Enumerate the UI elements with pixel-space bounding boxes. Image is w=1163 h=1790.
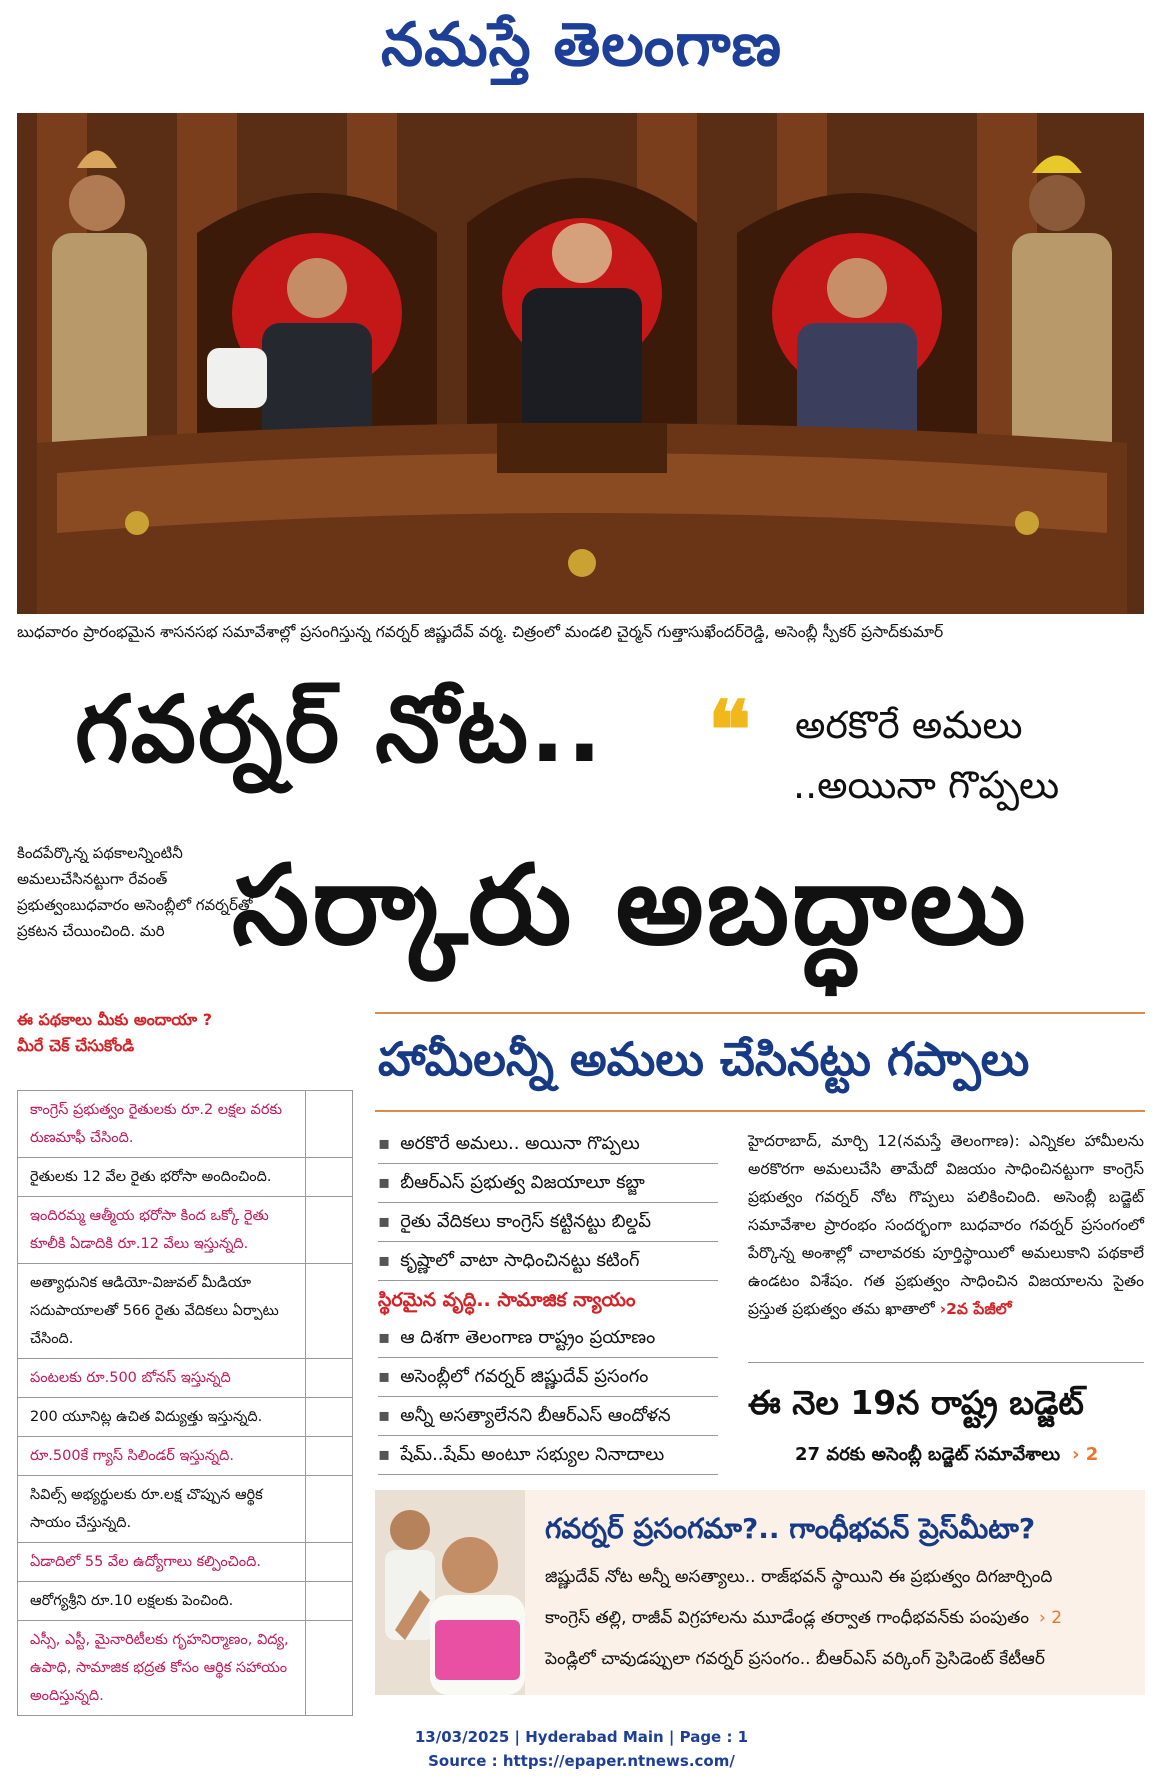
bullet-list bbox=[378, 1125, 718, 1475]
checklist-row bbox=[18, 1091, 352, 1158]
checklist-item-text: అత్యాధునిక ఆడియో-విజువల్ మీడియా సదుపాయాలతో 566 రైతు వేదికలు ఏర్పాటు చేసింది. bbox=[18, 1264, 306, 1358]
page-ref-link[interactable]: › 2 bbox=[1038, 1608, 1063, 1628]
checklist-row bbox=[18, 1621, 352, 1715]
masthead-logo: నమస్తే తెలంగాణ bbox=[380, 10, 783, 80]
divider bbox=[748, 1362, 1144, 1363]
scheme-checklist bbox=[17, 1090, 353, 1716]
page-ref-link[interactable]: › 2 bbox=[1072, 1444, 1099, 1465]
checklist-item-text: ఏడాదిలో 55 వేల ఉద్యోగాలు కల్పించింది. bbox=[18, 1543, 306, 1581]
checklist-row bbox=[18, 1543, 352, 1582]
checklist-item-text: సివిల్స్ అభ్యర్థులకు రూ.లక్ష చొప్పున ఆర్థిక సాయం చేస్తున్నది. bbox=[18, 1476, 306, 1542]
intro-text: కిందపేర్కొన్న పథకాలన్నింటినీ అమలుచేసినట్టుగా రేవంత్ ప్రభుత్వంబుధవారం అసెంబ్లీలో గవర్నర్‌తో ప్రకటన చేయించింది. మరి bbox=[17, 844, 253, 940]
photo-caption: బుధవారం ప్రారంభమైన శాసనసభ సమావేశాల్లో ప్రసంగిస్తున్న గవర్నర్ జిష్ణుదేవ్ వర్మ. చిత్రంలో మండలి చైర్మన్ గుత్తాసుఖేందర్‌రెడ్డి, అసెంబ్లీ స్పీకర్ ప్రసాద్‌కుమార్ bbox=[17, 623, 944, 641]
page-footer-source[interactable]: Source : https://epaper.ntnews.com/ bbox=[428, 1752, 735, 1770]
budget-subline: 27 వరకు అసెంబ్లీ బడ్జెట్ సమావేశాలు › 2 bbox=[795, 1444, 1099, 1465]
quote-line1: అరకొరే అమలు bbox=[795, 703, 1023, 747]
checklist-row bbox=[18, 1582, 352, 1621]
checklist-item-text: రూ.500కే గ్యాస్ సిలిండర్ ఇస్తున్నది. bbox=[18, 1437, 306, 1475]
checklist-item-text: కాంగ్రెస్ ప్రభుత్వం రైతులకు రూ.2 లక్షల వరకు రుణమాఫీ చేసింది. bbox=[18, 1091, 306, 1157]
checklist-checkbox[interactable] bbox=[306, 1197, 352, 1263]
page-footer-info: 13/03/2025 | Hyderabad Main | Page : 1 bbox=[414, 1728, 749, 1746]
subheadline: హామీలన్నీ అమలు చేసినట్టు గప్పాలు bbox=[378, 1032, 1030, 1086]
checklist-item-text: ఎస్సీ, ఎస్టీ, మైనారిటీలకు గృహనిర్మాణం, విద్య, ఉపాధి, సామాజిక భద్రత కోసం ఆర్థిక సహాయం అందిస్తున్నది. bbox=[18, 1621, 306, 1715]
bullet-section-heading: స్థిరమైన వృద్ధి.. సామాజిక న్యాయం bbox=[378, 1289, 636, 1311]
bullet-item: ▪ రైతు వేదికలు కాంగ్రెస్ కట్టినట్టు బిల్డప్ bbox=[378, 1203, 718, 1242]
bullet-item: ▪ షేమ్..షేమ్ అంటూ సభ్యుల నినాదాలు bbox=[378, 1436, 718, 1475]
checklist-checkbox[interactable] bbox=[306, 1091, 352, 1157]
ktr-box-line2: కాంగ్రెస్ తల్లి, రాజీవ్ విగ్రహాలను మూడేండ్ల తర్వాత గాంధీభవన్‌కు పంపుతం › 2 bbox=[545, 1608, 1063, 1628]
headline-line2: సర్కారు అబద్ధాలు bbox=[232, 841, 1029, 969]
bullet-item: ▪ అన్నీ అసత్యాలేనని బీఆర్ఎస్ ఆందోళన bbox=[378, 1397, 718, 1436]
checklist-checkbox[interactable] bbox=[306, 1158, 352, 1196]
checklist-item-text: రైతులకు 12 వేల రైతు భరోసా అందించింది. bbox=[18, 1158, 306, 1196]
intro-callout-line1: ఈ పథకాలు మీకు అందాయా ? bbox=[17, 1010, 212, 1029]
ktr-box-line1: జిష్ణుదేవ్ నోట అన్నీ అసత్యాలు.. రాజ్‌భవన్ స్థాయిని ఈ ప్రభుత్వం దిగజార్చింది bbox=[545, 1567, 1053, 1587]
bullet-item: ▪ కృష్ణాలో వాటా సాధించినట్టు కటింగ్ bbox=[378, 1242, 718, 1281]
story-body: హైదరాబాద్, మార్చి 12(నమస్తే తెలంగాణ): ఎన్నికల హామీలను అరకొరగా అమలుచేసి తామేదో విజయం సాధించినట్టుగా కాంగ్రెస్ ప్రభుత్వం గవర్నర్ నోట గొప్పలు పలికించింది. అసెంబ్లీ బడ్జెట్ సమావేశాల ప్రారంభం సందర్భంగా బుధవారం గవర్నర్ ప్రసంగంలో పేర్కొన్న అంశాల్లో చాలావరకు పూర్తిస్థాయిలో అమలుకాని పథకాలే ఉండటం విశేషం. గత ప్రభుత్వం సాధించిన విజయాలను సైతం ప్రస్తుత ప్రభుత్వం తమ ఖాతాలో bbox=[748, 1132, 1144, 1318]
ktr-box-line3: పెండ్లిలో చావుడప్పులా గవర్నర్ ప్రసంగం.. బీఆర్ఎస్ వర్కింగ్ ప్రెసిడెంట్ కేటీఆర్ bbox=[545, 1649, 1045, 1669]
checklist-checkbox[interactable] bbox=[306, 1543, 352, 1581]
checklist-item-text: ఇందిరమ్మ ఆత్మీయ భరోసా కింద ఒక్కో రైతు కూలీకి ఏడాదికి రూ.12 వేలు ఇస్తున్నది. bbox=[18, 1197, 306, 1263]
checklist-checkbox[interactable] bbox=[306, 1359, 352, 1397]
checklist-checkbox[interactable] bbox=[306, 1264, 352, 1358]
checklist-checkbox[interactable] bbox=[306, 1398, 352, 1436]
divider bbox=[375, 1110, 1145, 1112]
ktr-photo bbox=[375, 1490, 525, 1695]
ktr-box-title: గవర్నర్ ప్రసంగమా?.. గాంధీభవన్ ప్రెస్‌మీటా? bbox=[545, 1512, 1036, 1545]
checklist-row bbox=[18, 1476, 352, 1543]
checklist-checkbox[interactable] bbox=[306, 1621, 352, 1715]
checklist-checkbox[interactable] bbox=[306, 1437, 352, 1475]
checklist-row bbox=[18, 1264, 352, 1359]
checklist-item-text: ఆరోగ్యశ్రీని రూ.10 లక్షలకు పెంచింది. bbox=[18, 1582, 306, 1620]
quote-mark-icon: ❝ bbox=[708, 683, 752, 777]
checklist-row bbox=[18, 1197, 352, 1264]
bullet-item: ▪ ఆ దిశగా తెలంగాణ రాష్ట్రం ప్రయాణం bbox=[378, 1319, 718, 1358]
checklist-item-text: పంటలకు రూ.500 బోనస్ ఇస్తున్నది bbox=[18, 1359, 306, 1397]
checklist-checkbox[interactable] bbox=[306, 1582, 352, 1620]
headline-line1: గవర్నర్ నోట.. bbox=[75, 676, 604, 783]
bullet-item: ▪ అసెంబ్లీలో గవర్నర్ జిష్ణుదేవ్ ప్రసంగం bbox=[378, 1358, 718, 1397]
checklist-checkbox[interactable] bbox=[306, 1476, 352, 1542]
checklist-row bbox=[18, 1398, 352, 1437]
story-continued-link[interactable]: ›2వ పేజీలో bbox=[939, 1300, 1012, 1318]
lead-story bbox=[748, 1127, 1144, 1323]
checklist-row bbox=[18, 1359, 352, 1398]
bullet-item: ▪ బీఆర్ఎస్ ప్రభుత్వ విజయాలూ కబ్జా bbox=[378, 1164, 718, 1203]
intro-callout bbox=[17, 1007, 287, 1059]
bullet-item: ▪ అరకొరే అమలు.. అయినా గొప్పలు bbox=[378, 1125, 718, 1164]
checklist-row bbox=[18, 1437, 352, 1476]
intro-callout-line2: మీరే చెక్ చేసుకోండి bbox=[17, 1036, 135, 1055]
checklist-row bbox=[18, 1158, 352, 1197]
budget-headline: ఈ నెల 19న రాష్ట్ర బడ్జెట్ bbox=[748, 1383, 1084, 1422]
divider bbox=[375, 1012, 1145, 1014]
checklist-item-text: 200 యూనిట్ల ఉచిత విద్యుత్తు ఇస్తున్నది. bbox=[18, 1398, 306, 1436]
quote-line2: ..అయినా గొప్పలు bbox=[793, 763, 1060, 807]
lead-photo bbox=[17, 113, 1144, 614]
